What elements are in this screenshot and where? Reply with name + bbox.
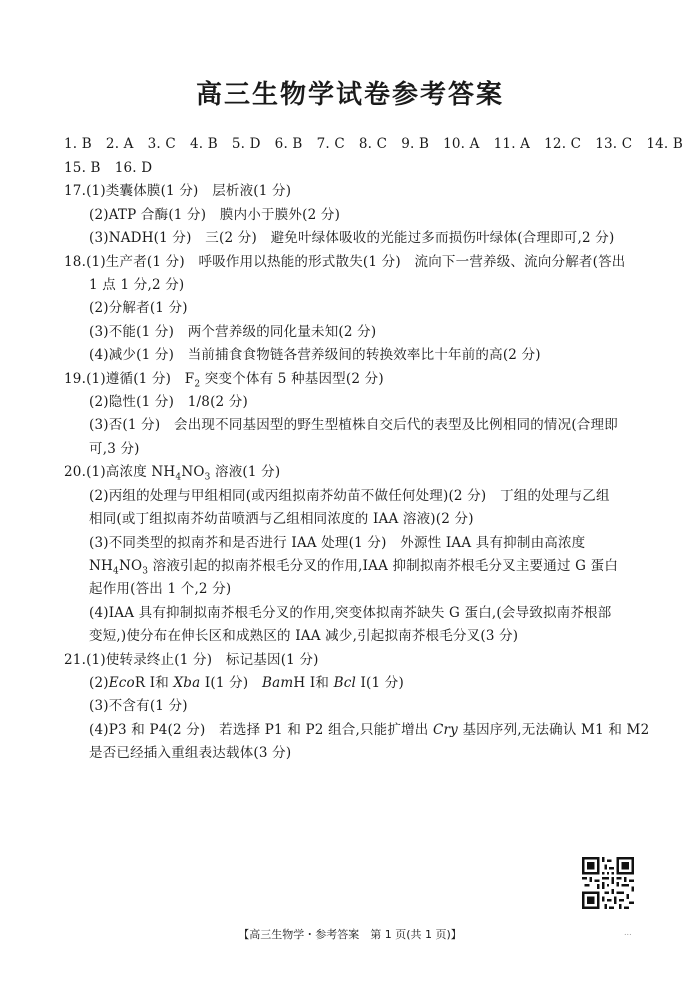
mc-answer: 6. B bbox=[274, 136, 303, 152]
q20-text: 20.(1)高浓度 NH bbox=[64, 464, 176, 480]
subscript: 3 bbox=[142, 566, 149, 577]
q20-line-1 bbox=[64, 462, 280, 488]
subscript: 3 bbox=[204, 472, 211, 483]
q21-line-1: 21.(1)使转录终止(1 分) 标记基因(1 分) bbox=[64, 652, 319, 668]
subscript: 4 bbox=[113, 566, 119, 577]
q21-line-4 bbox=[89, 720, 649, 740]
q21-line-2 bbox=[89, 673, 404, 693]
q19-text: 19.(1)遵循(1 分) F bbox=[64, 371, 195, 387]
q20-line-6: 起作用(答出 1 个,2 分) bbox=[89, 581, 232, 597]
italic-term: Eco bbox=[108, 675, 135, 691]
subscript: 2 bbox=[194, 379, 201, 390]
q20-line-3: 相同(或丁组拟南芥幼苗喷洒与乙组相同浓度的 IAA 溶液)(2 分) bbox=[89, 511, 474, 527]
mc-answer: 3. C bbox=[147, 136, 176, 152]
q21-text: Ⅰ(1 分) bbox=[356, 675, 404, 691]
q21-text: 基因序列,无法确认 M1 和 M2 bbox=[457, 722, 650, 738]
q21-line-3: (3)不含有(1 分) bbox=[89, 698, 188, 714]
mc-answer: 14. B bbox=[646, 136, 683, 152]
q21-text: (4)P3 和 P4(2 分) 若选择 P1 和 P2 组合,只能扩增出 bbox=[89, 722, 433, 738]
qr-code-icon bbox=[582, 857, 634, 909]
mc-answer: 13. C bbox=[595, 136, 633, 152]
q20-line-5 bbox=[89, 556, 618, 582]
q18-line-2: 1 点 1 分,2 分) bbox=[89, 277, 185, 293]
q17-line-3: (3)NADH(1 分) 三(2 分) 避免叶绿体吸收的光能过多而损伤叶绿体(合理即可,2 分) bbox=[89, 230, 615, 246]
q21-text: (2) bbox=[89, 675, 109, 691]
mc-answer: 9. B bbox=[401, 136, 430, 152]
mc-answer: 7. C bbox=[316, 136, 345, 152]
page-title: 高三生物学试卷参考答案 bbox=[195, 80, 504, 110]
q19-line-2: (2)隐性(1 分) 1/8(2 分) bbox=[89, 394, 248, 410]
italic-term: Bcl bbox=[333, 675, 357, 691]
mc-answer: 8. C bbox=[358, 136, 388, 152]
q18-line-3: (2)分解者(1 分) bbox=[89, 300, 188, 316]
italic-term: Xba bbox=[173, 675, 201, 691]
q21-text: Ⅰ(1 分) bbox=[200, 675, 263, 691]
subscript: 4 bbox=[175, 472, 182, 483]
corner-mark: ... bbox=[624, 928, 632, 937]
q20-text: NH bbox=[89, 558, 113, 574]
q17-line-1: 17.(1)类囊体膜(1 分) 层析液(1 分) bbox=[64, 183, 292, 199]
mc-answers-row-1 bbox=[64, 134, 697, 154]
q20-line-2: (2)丙组的处理与甲组相同(或丙组拟南芥幼苗不做任何处理)(2 分) 丁组的处理与乙组 bbox=[89, 488, 610, 504]
q18-line-1: 18.(1)生产者(1 分) 呼吸作用以热能的形式散失(1 分) 流向下一营养级、流向分解者(答出 bbox=[64, 254, 626, 270]
q18-line-4: (3)不能(1 分) 两个营养级的同化量未知(2 分) bbox=[89, 324, 377, 340]
q20-text: NO bbox=[181, 464, 205, 480]
q20-line-4: (3)不同类型的拟南芥和是否进行 IAA 处理(1 分) 外源性 IAA 具有抑制由高浓度 bbox=[89, 535, 586, 551]
q21-line-5: 是否已经插入重组表达载体(3 分) bbox=[89, 745, 292, 761]
q20-line-7: (4)IAA 具有抑制拟南芥根毛分叉的作用,突变体拟南芥缺失 G 蛋白,(会导致拟南芥根部 bbox=[89, 605, 612, 621]
page-footer: 【高三生物学・参考答案 第 1 页(共 1 页)】 bbox=[238, 928, 462, 941]
mc-answer: 12. C bbox=[544, 136, 582, 152]
mc-answers-row-2 bbox=[64, 158, 166, 178]
italic-term: Cry bbox=[432, 722, 458, 738]
q21-text: H Ⅰ和 bbox=[293, 675, 334, 691]
italic-term: Bam bbox=[262, 675, 294, 691]
q20-text: 溶液引起的拟南芥根毛分叉的作用,IAA 抑制拟南芥根毛分叉主要通过 G 蛋白 bbox=[148, 558, 619, 574]
q19-text: 突变个体有 5 种基因型(2 分) bbox=[200, 371, 384, 387]
q20-line-8: 变短,)使分布在伸长区和成熟区的 IAA 减少,引起拟南芥根毛分叉(3 分) bbox=[89, 628, 519, 644]
q19-line-1 bbox=[64, 369, 384, 395]
mc-answer: 15. B bbox=[64, 160, 101, 176]
q20-text: NO bbox=[118, 558, 143, 574]
mc-answer: 16. D bbox=[114, 160, 153, 176]
q20-text: 溶液(1 分) bbox=[210, 464, 281, 480]
mc-answer: 11. A bbox=[493, 136, 531, 152]
q18-line-5: (4)减少(1 分) 当前捕食食物链各营养级间的转换效率比十年前的高(2 分) bbox=[89, 347, 541, 363]
q21-text: R Ⅰ和 bbox=[134, 675, 174, 691]
mc-answer: 4. B bbox=[189, 136, 218, 152]
q17-line-2: (2)ATP 合酶(1 分) 膜内小于膜外(2 分) bbox=[89, 207, 341, 223]
q19-line-3: (3)否(1 分) 会出现不同基因型的野生型植株自交后代的表型及比例相同的情况(合理即 bbox=[89, 417, 618, 433]
mc-answer: 1. B bbox=[64, 136, 92, 152]
mc-answer: 10. A bbox=[443, 136, 480, 152]
mc-answer: 2. A bbox=[105, 136, 134, 152]
mc-answer: 5. D bbox=[231, 136, 261, 152]
q19-line-4: 可,3 分) bbox=[89, 441, 140, 457]
